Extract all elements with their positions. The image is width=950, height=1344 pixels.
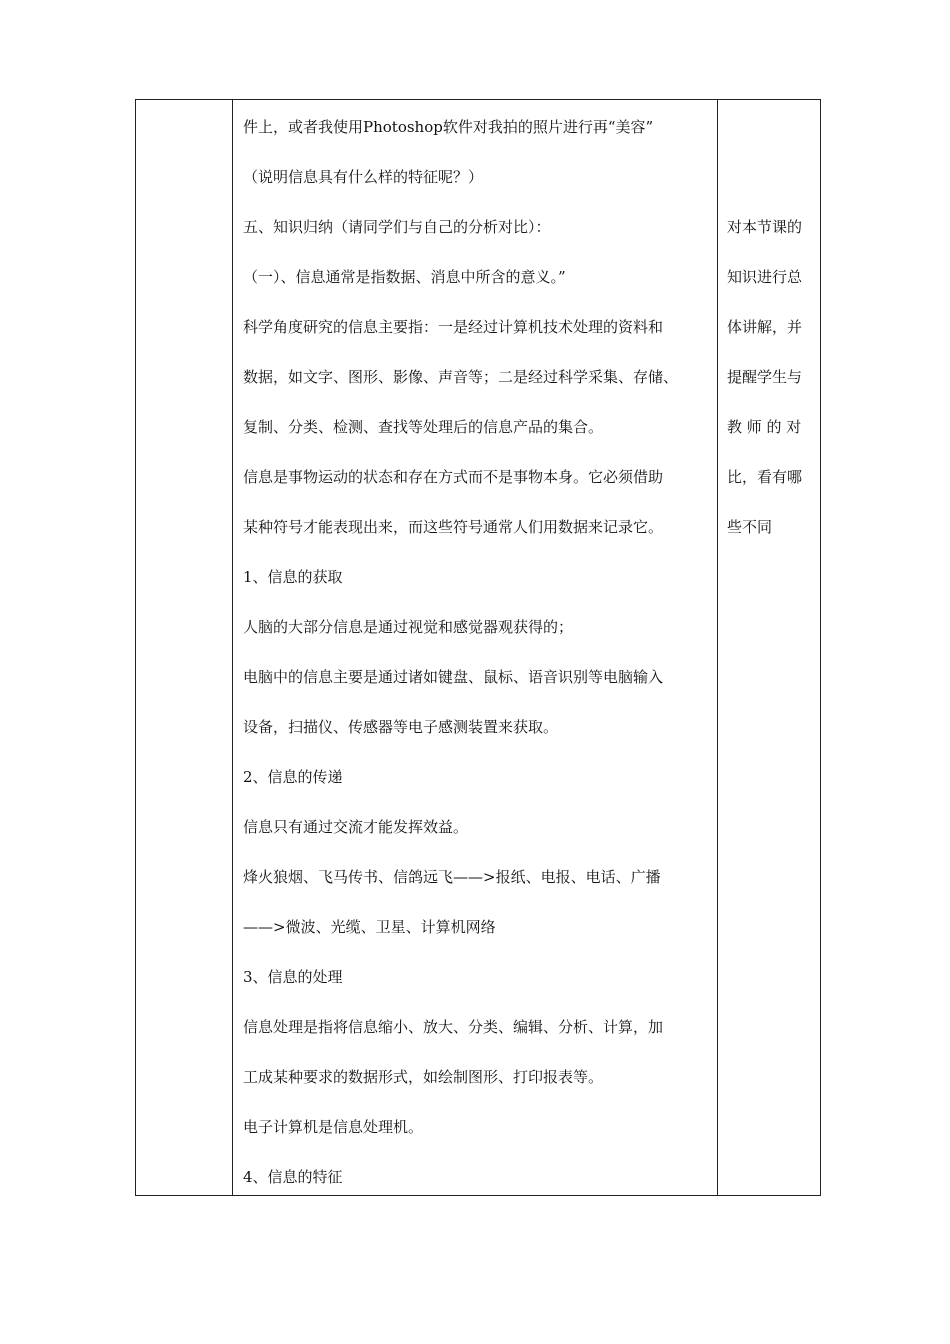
table-left-column [136,100,233,1195]
note-line: 比，看有哪 [727,468,803,486]
content-line: 电子计算机是信息处理机。 [243,1118,424,1136]
note-line: 教 师 的 对 [727,418,802,436]
content-line: 数据，如文字、图形、影像、声音等；二是经过科学采集、存储、 [243,368,679,386]
content-line: （说明信息具有什么样的特征呢？） [243,168,484,186]
content-line: 某种符号才能表现出来，而这些符号通常人们用数据来记录它。 [243,518,664,536]
content-line: （一）、信息通常是指数据、消息中所含的意义。” [243,268,566,286]
section-heading: 2、信息的传递 [243,768,343,786]
content-line: ——>微波、光缆、卫星、计算机网络 [243,918,496,936]
content-line: 五、知识归纳（请同学们与自己的分析对比）： [243,218,551,236]
section-heading: 4、信息的特征 [243,1168,343,1186]
content-line: 烽火狼烟、飞马传书、信鸽远飞——>报纸、电报、电话、广播 [243,868,661,886]
content-line: 信息处理是指将信息缩小、放大、分类、编辑、分析、计算，加 [243,1018,664,1036]
note-line: 知识进行总 [727,268,803,286]
content-line: 科学角度研究的信息主要指：一是经过计算机技术处理的资料和 [243,318,664,336]
lesson-content [243,102,713,1202]
teacher-notes [727,202,815,552]
content-line: 复制、分类、检测、查找等处理后的信息产品的集合。 [243,418,604,436]
content-line: 工成某种要求的数据形式，如绘制图形、打印报表等。 [243,1068,604,1086]
content-line: 人脑的大部分信息是通过视觉和感觉器观获得的； [243,618,574,636]
note-line: 些不同 [727,518,773,536]
content-line: 设备，扫描仪、传感器等电子感测装置来获取。 [243,718,559,736]
note-line: 对本节课的 [727,218,803,236]
section-heading: 3、信息的处理 [243,968,343,986]
content-line: 信息只有通过交流才能发挥效益。 [243,818,469,836]
content-line: 件上，或者我使用Photoshop软件对我拍的照片进行再“美容” [243,118,654,136]
table-notes-column [718,100,821,1195]
content-line: 电脑中的信息主要是通过诸如键盘、鼠标、语音识别等电脑输入 [243,668,664,686]
lesson-table [135,99,821,1196]
note-line: 提醒学生与 [727,368,803,386]
table-content-column [233,100,718,1195]
section-heading: 1、信息的获取 [243,568,343,586]
content-line: 信息是事物运动的状态和存在方式而不是事物本身。它必须借助 [243,468,664,486]
note-line: 体讲解，并 [727,318,803,336]
